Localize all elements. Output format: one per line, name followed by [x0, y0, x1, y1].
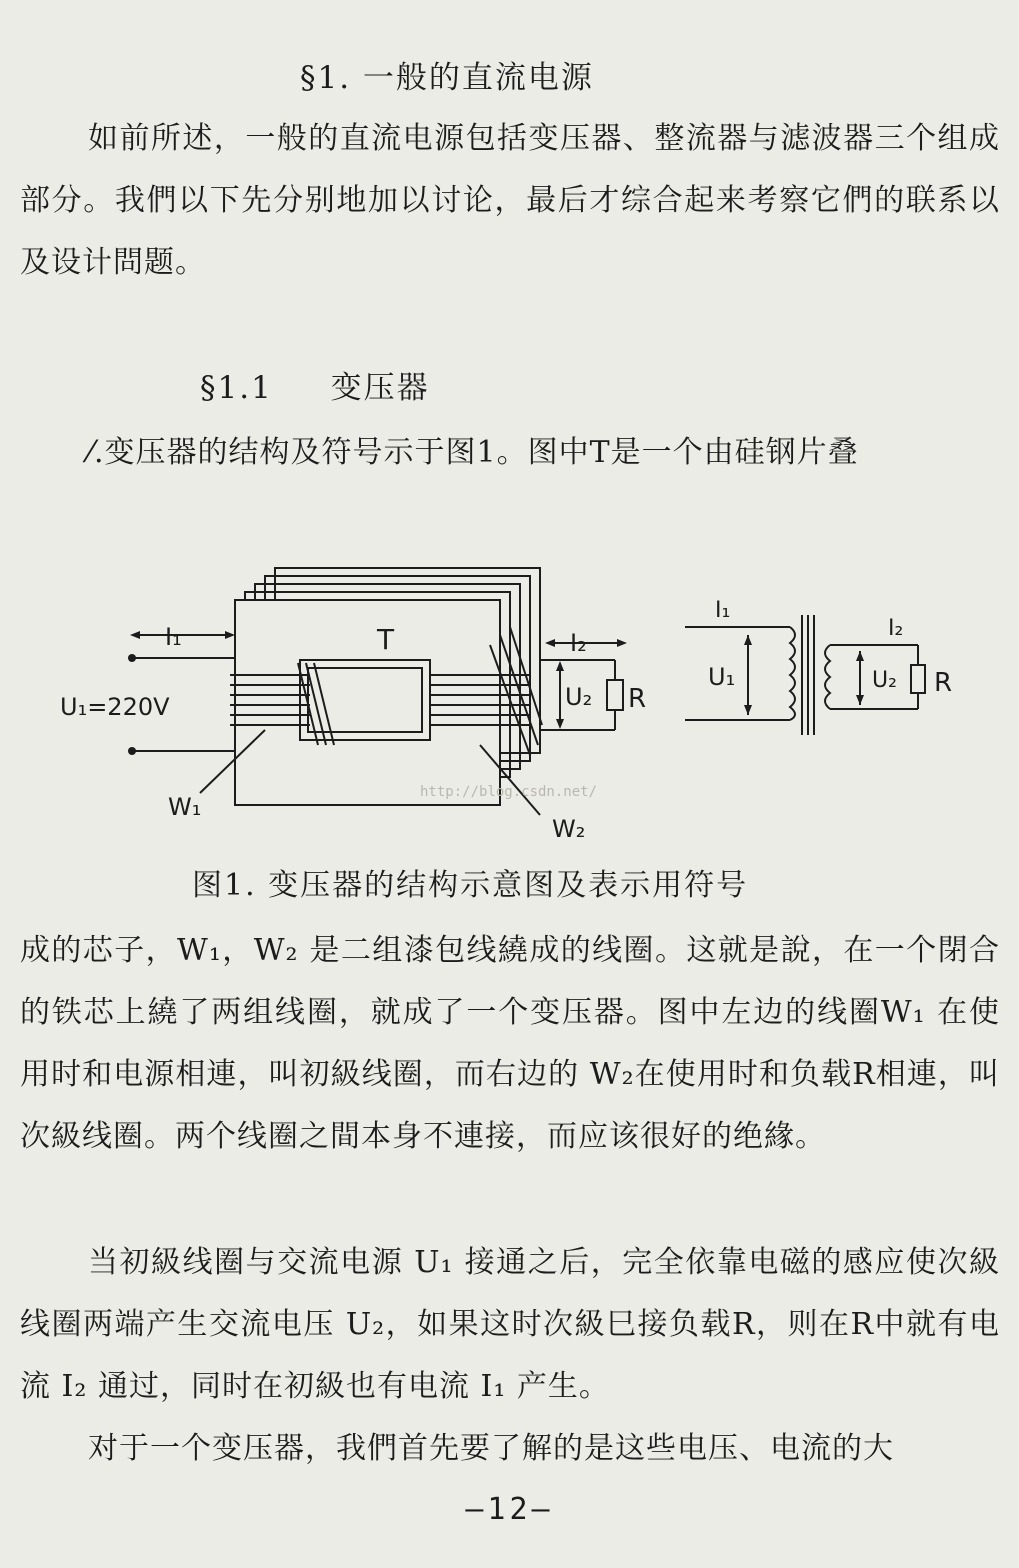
terminal-dot: [128, 654, 136, 662]
chapter-heading: §1. 一般的直流电源: [300, 60, 594, 96]
section-title: 变压器: [330, 370, 430, 406]
transformer-diagram: [60, 555, 980, 845]
paragraph-2: 成的芯子，W₁，W₂ 是二组漆包线繞成的线圈。这就是說，在一个閉合的铁芯上繞了两组线圈，就成了一个变压器。图中左边的线圈W₁ 在使用时和电源相連，叫初級线圈，而右边的 W₂在使用时和负载R相連，叫次級线圈。两个线圈之間本身不連接，而应该很好的绝緣。: [20, 933, 1000, 1154]
transformer-figure: [60, 555, 980, 845]
w1-label: W₁: [168, 793, 202, 821]
core-label: T: [377, 623, 395, 656]
i1-label: I₁: [165, 623, 182, 651]
u1-supply-label: U₁=220V: [60, 693, 170, 721]
terminal-dot: [128, 747, 136, 755]
page-number: —12—: [465, 1492, 554, 1527]
u2-label: U₂: [565, 683, 593, 711]
load-resistor: [607, 680, 623, 710]
symbol-i2-label: I₂: [888, 616, 904, 641]
section-number: §1.1: [200, 370, 273, 406]
paragraph-3: 当初級线圈与交流电源 U₁ 接通之后，完全依靠电磁的感应使次級线圈两端产生交流电压 U₂，如果这时次級巳接负载R，则在R中就有电流 I₂ 通过，同时在初級也有电流 I₁ 产生。: [20, 1245, 1000, 1404]
core-front-plate: [235, 600, 500, 805]
symbol-r-label: R: [934, 668, 953, 698]
w2-label: W₂: [552, 815, 586, 843]
intro-paragraph: 如前所述，一般的直流电源包括变压器、整流器与滤波器三个组成部分。我們以下先分别地加以讨论，最后才综合起来考察它們的联系以及设计問题。: [20, 121, 1000, 280]
r-label: R: [628, 684, 647, 714]
watermark: http://blog.csdn.net/: [420, 784, 598, 800]
secondary-coil-symbol: [825, 645, 830, 709]
symbol-u2-label: U₂: [872, 668, 897, 693]
primary-coil-symbol: [790, 627, 795, 720]
paragraph-4: 对于一个变压器，我們首先要了解的是这些电压、电流的大: [88, 1431, 894, 1466]
i2-label: I₂: [570, 629, 587, 657]
section-heading: [200, 362, 430, 407]
symbol-i1-label: I₁: [715, 598, 731, 623]
figure-caption: 图1. 变压器的结构示意图及表示用符号: [192, 868, 749, 903]
paragraph-1: ⁄.变压器的结构及符号示于图1。图中T是一个由硅钢片叠: [88, 435, 859, 470]
symbol-u1-label: U₁: [708, 663, 736, 691]
